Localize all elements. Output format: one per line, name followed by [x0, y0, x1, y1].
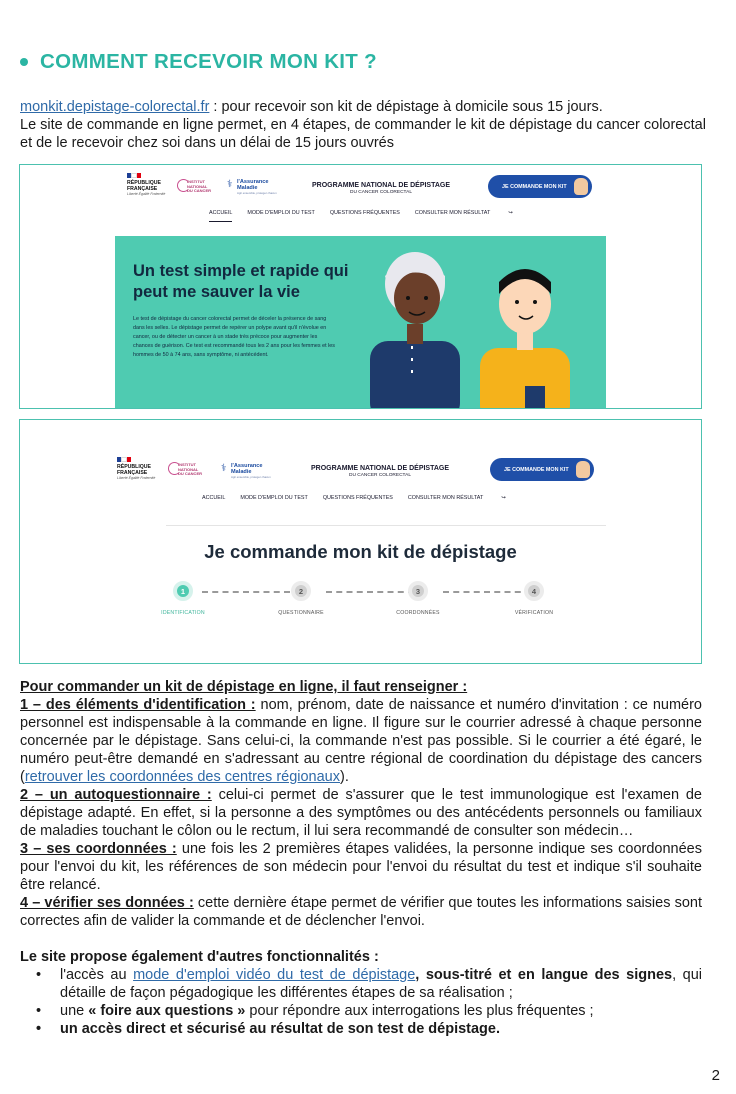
republique-francaise-logo: RÉPUBLIQUE FRANÇAISE Liberté Égalité Fraternité — [127, 173, 167, 196]
illustration-woman — [370, 252, 460, 409]
regional-centers-link[interactable]: retrouver les coordonnées des centres régionaux — [24, 769, 340, 785]
site-header-2 — [20, 420, 701, 480]
hero-text: Le test de dépistage du cancer colorectal permet de déceler la présence de sang dans les selles. Le dépistage permet de repérer un polype avant qu'il n'évolue en cancer, ou de détecter un cancer à un stade très précoce pour augmenter les chances de guérison. Ce test est recommandé tous les 2 ans pour les femmes et les hommes de 50 à 74 ans, sans symptôme, ni antécédent. — [133, 316, 335, 358]
feature-item: • un accès direct et sécurisé au résultat de son test de dépistage. — [36, 1020, 702, 1038]
section-heading — [20, 50, 377, 74]
intro-after-link: : pour recevoir son kit de dépistage à domicile sous 15 jours. — [209, 99, 603, 115]
assurance-maladie-logo-2: ⚕ l'Assurance Maladie Agir ensemble, protéger chacun — [221, 463, 271, 479]
item-2: 2 – un autoquestionnaire : celui-ci permet de s'assurer que le test immunologique est l'examen de dépistage adapté. En effet, si la personne a des symptômes ou des antécédents personnels ou familiaux de maladies touchant le côlon ou le rectum, il lui sera recommandé de consulter son médecin… — [20, 787, 702, 839]
site-header — [20, 165, 701, 201]
inca-logo: INSTITUT NATIONAL DU CANCER — [177, 177, 211, 195]
body-text — [20, 678, 702, 1038]
assurance-maladie-icon: ⚕ — [227, 179, 233, 190]
hero-banner — [115, 236, 606, 409]
features-list — [36, 966, 702, 1038]
nav-mode-emploi[interactable]: MODE D'EMPLOI DU TEST — [247, 210, 315, 216]
item-1: 1 – des éléments d'identification : nom, prénom, date de naissance et numéro d'invitation : ce numéro personnel est indispensable à la commande en ligne. Il figure sur le courrier adressé à chaque personne concernée par le dépistage. Sans celui-ci, la commande n'est pas possible. Si le courrier a été égaré, le numéro peut-être demandé en s'adressant au centre régional de coordination du dépistage des cancers (retrouver les coordonnées des centres régionaux). — [20, 697, 702, 785]
website-screenshot-home — [19, 164, 702, 409]
nav-resultat-2[interactable]: CONSULTER MON RÉSULTAT ↪ — [407, 495, 506, 501]
page-number: 2 — [711, 1067, 720, 1084]
nav-questions[interactable]: QUESTIONS FRÉQUENTES — [329, 210, 400, 216]
logout-arrow-icon-2: ↪ — [501, 495, 506, 501]
sign-language-hand-icon-2 — [576, 461, 590, 478]
feature-item: • une « foire aux questions » pour répondre aux interrogations les plus fréquentes ; — [36, 1002, 702, 1020]
features-lead: Le site propose également d'autres fonctionnalités : — [20, 949, 379, 965]
item-4: 4 – vérifier ses données : cette dernière étape permet de vérifier que toutes les informations saisies sont correctes afin de valider la commande et de déclencher l'envoi. — [20, 895, 702, 929]
kit-order-title: Je commande mon kit de dépistage — [204, 541, 517, 562]
nav-resultat[interactable]: CONSULTER MON RÉSULTAT ↪ — [414, 210, 513, 216]
divider — [166, 525, 606, 526]
inca-logo-2: INSTITUT NATIONAL DU CANCER — [168, 460, 202, 478]
nav-accueil[interactable]: ACCUEIL — [209, 210, 232, 222]
nav-accueil-2[interactable]: ACCUEIL — [202, 495, 226, 501]
program-title: PROGRAMME NATIONAL DE DÉPISTAGE DU CANCER COLORECTAL — [311, 182, 451, 195]
intro-line2: Le site de commande en ligne permet, en 4 étapes, de commander le kit de dépistage du cancer colorectal et de le recevoir chez soi dans un délai de 15 jours ouvrés — [20, 117, 706, 151]
order-kit-button-2[interactable]: JE COMMANDE MON KIT — [490, 458, 594, 481]
hero-illustration — [115, 236, 606, 409]
item-3: 3 – ses coordonnées : une fois les 2 premières étapes validées, la personne indique ses coordonnées pour l'envoi du kit, les références de son médecin pour l'envoi du résultat du test et indique s'il souhaite être relancé. — [20, 841, 702, 893]
nav-mode-emploi-2[interactable]: MODE D'EMPLOI DU TEST — [240, 495, 308, 501]
assurance-maladie-icon-2: ⚕ — [221, 463, 227, 474]
assurance-maladie-logo: ⚕ l'Assurance Maladie Agir ensemble, protéger chacun — [227, 179, 277, 195]
logout-arrow-icon: ↪ — [508, 210, 513, 216]
step-verification[interactable]: 4 VÉRIFICATION — [504, 581, 564, 616]
monkit-link[interactable]: monkit.depistage-colorectal.fr — [20, 99, 210, 115]
program-title-2: PROGRAMME NATIONAL DE DÉPISTAGE DU CANCER COLORECTAL — [310, 465, 450, 478]
step-questionnaire[interactable]: 2 QUESTIONNAIRE — [271, 581, 331, 616]
section-title: COMMENT RECEVOIR MON KIT ? — [40, 50, 377, 73]
order-stepper — [158, 581, 578, 621]
video-guide-link[interactable]: mode d'emploi vidéo du test de dépistage — [133, 967, 416, 983]
site-nav-2 — [202, 495, 536, 501]
hero-title: Un test simple et rapide qui peut me sauver la vie — [133, 262, 349, 301]
bullet-dot-icon — [20, 58, 28, 66]
step-coordonnees[interactable]: 3 COORDONNÉES — [388, 581, 448, 616]
site-nav — [209, 210, 543, 222]
feature-item: • l'accès au mode d'emploi vidéo du test de dépistage, sous-titré et en langue des signes, qui détaille de façon pégadogique les différentes étapes de sa réalisation ; — [36, 966, 702, 1002]
republique-francaise-logo-2: RÉPUBLIQUE FRANÇAISE Liberté Égalité Fraternité — [117, 457, 157, 480]
website-screenshot-order — [19, 419, 702, 664]
order-kit-button[interactable]: JE COMMANDE MON KIT — [488, 175, 592, 198]
intro-paragraph — [20, 98, 710, 152]
sign-language-hand-icon — [574, 178, 588, 195]
nav-questions-2[interactable]: QUESTIONS FRÉQUENTES — [322, 495, 393, 501]
step-identification[interactable]: 1 IDENTIFICATION — [153, 581, 213, 616]
illustration-young-woman — [480, 269, 570, 409]
body-lead: Pour commander un kit de dépistage en ligne, il faut renseigner : — [20, 679, 468, 695]
